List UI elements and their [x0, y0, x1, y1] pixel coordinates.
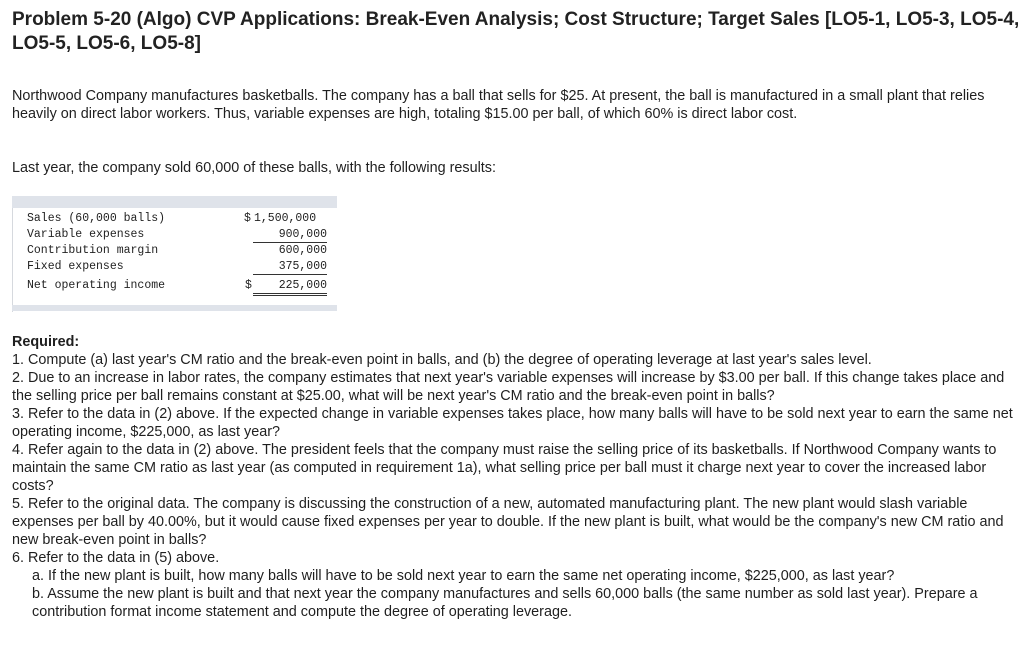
- statement-row-variable-expenses: [12, 227, 337, 243]
- row-label: Fixed expenses: [27, 260, 124, 273]
- statement-row-contribution-margin: [12, 243, 337, 259]
- statement-row-sales: [12, 211, 337, 227]
- row-label: Variable expenses: [27, 228, 145, 241]
- row-amount: 600,000: [278, 244, 327, 257]
- row-label: Contribution margin: [27, 244, 159, 257]
- requirement-5: 5. Refer to the original data. The company is discussing the construction of a new, automated manufacturing plant. The new plant would slash variable expenses per ball by 40.00%, but it would cause fixed expenses per year to double. If the new plant is built, what would be the company's new CM ratio and new break-even point in balls?: [12, 496, 1004, 548]
- row-currency: $: [244, 212, 251, 225]
- row-label: Sales (60,000 balls): [27, 212, 166, 225]
- required-heading: Required:: [12, 334, 80, 350]
- requirement-1: 1. Compute (a) last year's CM ratio and the break-even point in balls, and (b) the degree of operating leverage at last year's sales level.: [12, 352, 872, 368]
- row-amount: 375,000: [253, 259, 327, 275]
- income-statement-table: [12, 196, 337, 312]
- row-amount: 225,000: [253, 278, 327, 296]
- required-section: [12, 333, 1022, 621]
- statement-row-fixed-expenses: [12, 259, 337, 275]
- row-amount: 1,500,000: [254, 212, 317, 225]
- table-top-band: [12, 196, 337, 208]
- requirement-6: 6. Refer to the data in (5) above.: [12, 550, 220, 566]
- statement-row-net-operating-income: [12, 278, 337, 294]
- table-bottom-band: [12, 305, 337, 311]
- requirement-6a: a. If the new plant is built, how many balls will have to be sold next year to earn the same net operating income, $225,000, as last year?: [32, 568, 895, 584]
- last-year-paragraph: Last year, the company sold 60,000 of these balls, with the following results:: [12, 160, 496, 176]
- row-currency: $: [245, 279, 252, 292]
- row-amount: 900,000: [253, 227, 327, 243]
- requirement-4: 4. Refer again to the data in (2) above. The president feels that the company must raise the selling price of its basketballs. If Northwood Company wants to maintain the same CM ratio as last year (as computed in requirement 1a), what selling price per ball must it charge next year to cover the increased labor costs?: [12, 442, 997, 494]
- requirement-6b: b. Assume the new plant is built and that next year the company manufactures and sells 60,000 balls (the same number as sold last year). Prepare a contribution format income statement and compute the degree of operating leverage.: [32, 586, 978, 620]
- requirement-2: 2. Due to an increase in labor rates, the company estimates that next year's variable expenses will increase by $3.00 per ball. If this change takes place and the selling price per ball remains constant at $25.00, what will be next year's CM ratio and the break-even point in balls?: [12, 370, 1005, 404]
- requirement-3: 3. Refer to the data in (2) above. If the expected change in variable expenses takes place, how many balls will have to be sold next year to earn the same net operating income, $225,000, as last year?: [12, 406, 1013, 440]
- problem-title: Problem 5-20 (Algo) CVP Applications: Break-Even Analysis; Cost Structure; Target Sales [LO5-1, LO5-3, LO5-4, LO5-5, LO5-6, LO5-8]: [12, 9, 1020, 54]
- row-label: Net operating income: [27, 279, 166, 292]
- intro-paragraph: Northwood Company manufactures basketballs. The company has a ball that sells for $25. At present, the ball is manufactured in a small plant that relies heavily on direct labor workers. Thus, variable expenses are high, totaling $15.00 per ball, of which 60% is direct labor cost.: [12, 88, 985, 122]
